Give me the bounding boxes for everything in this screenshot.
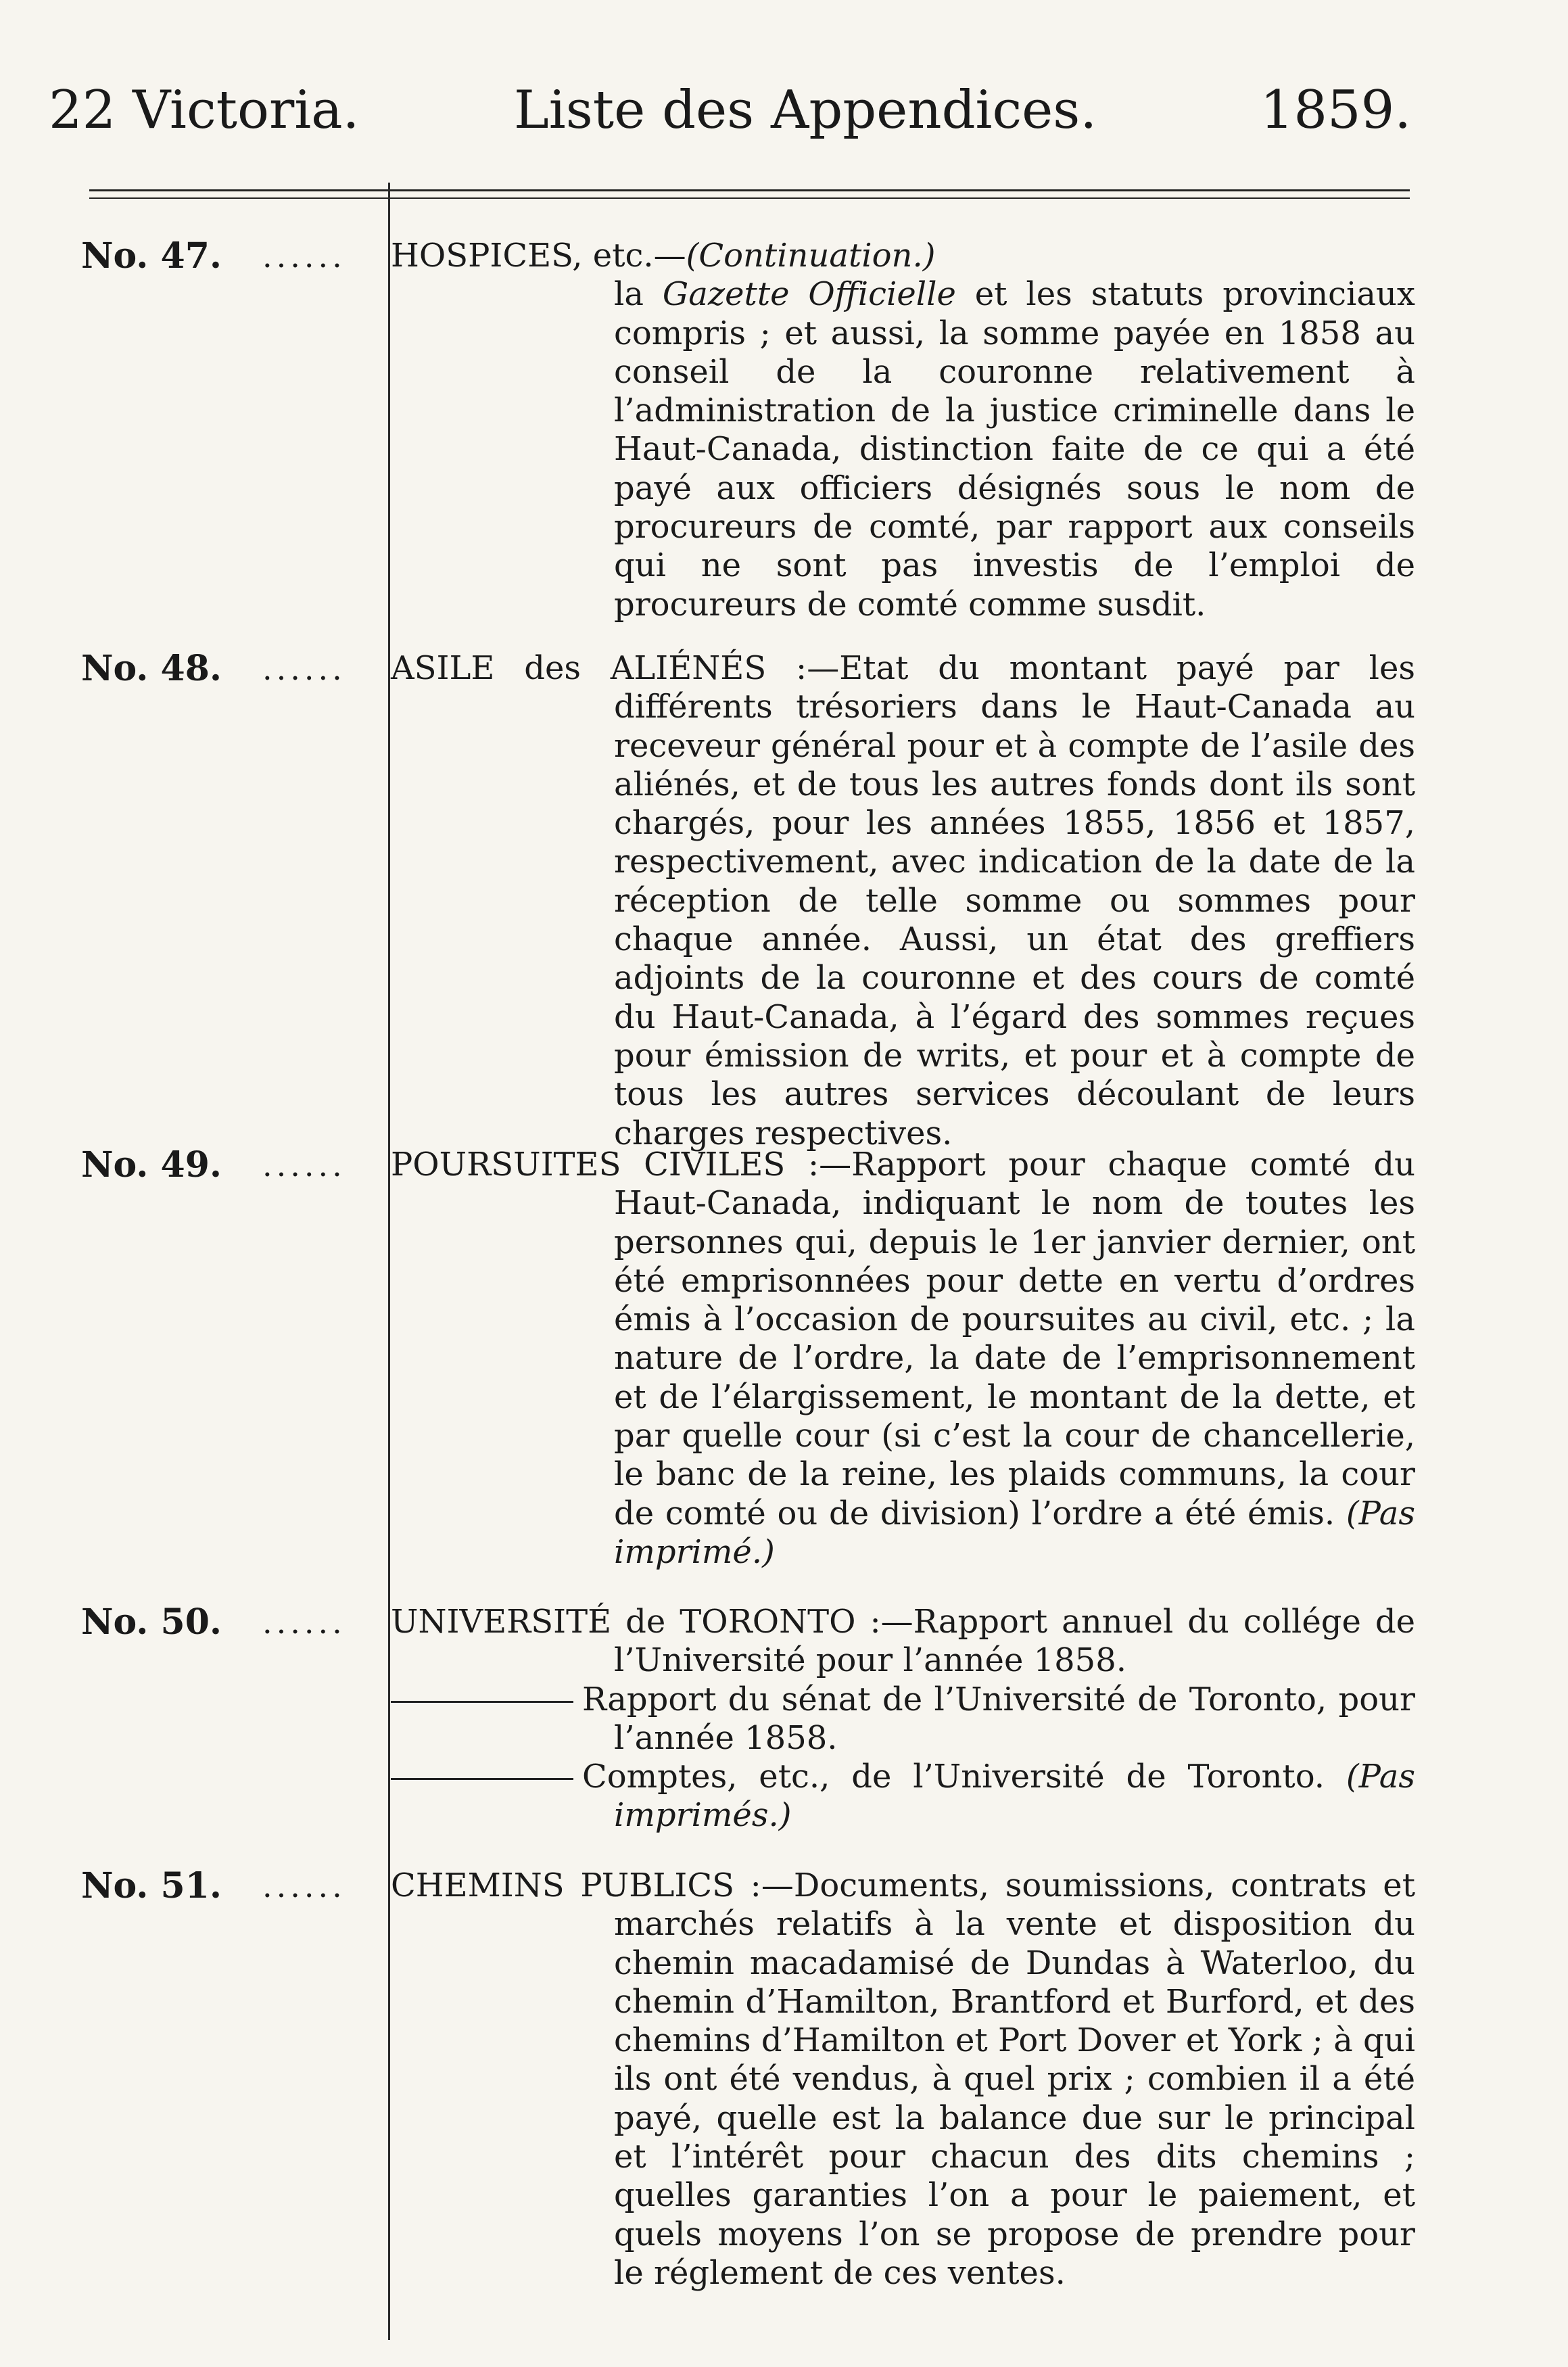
- entry-note: (Pas imprimé.): [614, 1494, 1415, 1571]
- entry-body: [391, 649, 1415, 1153]
- column-divider: [388, 183, 390, 2340]
- sub-item-text-content: Rapport du sénat de l’Université de Toronto, pour l’année 1858.: [582, 1680, 1415, 1757]
- entry-text: Documents, soumissions, contrats et marchés relatifs à la vente et disposition du chemin macadamisé de Dundas à Waterloo, du chemin d’Hamilton, Brantford et Burford, et des chemins d’Hamilton et Port Dover et York ; à qui ils ont été vendus, à quel prix ; combien il a été payé, quelle est la balance due sur le principal et l’intérêt pour chacun des dits chemins ; quelles garanties l’on a pour le paiement, et quels moyens l’on se propose de prendre pour le réglement de ces ventes.: [614, 1867, 1416, 2292]
- entry-body: [391, 1867, 1415, 2293]
- running-head-title: Liste des Appendices.: [514, 80, 1097, 141]
- leader-dots: ......: [262, 1147, 346, 1184]
- leader-dots: ......: [262, 1868, 346, 1904]
- entry-text: Rapport annuel du collége de l’Université pour l’année 1858.: [614, 1603, 1415, 1680]
- entry-sub-item: [391, 1681, 1415, 1758]
- entry-description: [391, 275, 1415, 624]
- entry-sub-item: [391, 1758, 1415, 1835]
- entry-text: Rapport pour chaque comté du Haut-Canada, indiquant le nom de toutes les personnes qui, depuis le 1er janvier dernier, ont été emprisonnées pour dette en vertu d’ordres émis à l’occasion de poursuites au civil, etc. ; la nature de l’ordre, la date de l’emprisonnement et de l’élargissement, le montant de la dette, et par quelle cour (si c’est la cour de chancellerie, le banc de la reine, les plaids communs, la cour de comté ou de division) l’ordre a été émis.: [614, 1146, 1415, 1532]
- sub-item-text-content: Comptes, etc., de l’Université de Toronto.: [582, 1758, 1346, 1796]
- entry-number: No. 49.: [81, 1144, 222, 1186]
- entry-number: No. 47.: [81, 235, 222, 277]
- entry-number: No. 48.: [81, 648, 222, 689]
- ditto-dash: [391, 1778, 573, 1780]
- leader-dots: ......: [262, 1604, 346, 1641]
- entry-description: [391, 649, 1415, 1153]
- header-rule-secondary: [89, 197, 1410, 199]
- running-head-regnal-year: 22 Victoria.: [49, 80, 360, 141]
- entry-body: [391, 237, 1415, 624]
- sub-item-text: [582, 1758, 1415, 1835]
- entry-number: No. 51.: [81, 1865, 222, 1906]
- entry-text-lead: la: [614, 275, 663, 314]
- entry-text: Etat du montant payé par les différents trésoriers dans le Haut-Canada au receveur général pour et à compte de l’asile des aliénés, et de tous les autres fonds dont ils sont chargés, pour les années 1855, 1856 et 1857, respectivement, avec indication de la date de la réception de telle somme ou sommes pour chaque année. Aussi, un état des greffiers adjoints de la couronne et des cours de comté du Haut-Canada, à l’égard des sommes reçues pour émission de writs, et pour et à compte de tous les autres services découlant de leurs charges respectives.: [614, 649, 1415, 1152]
- entry-heading: HOSPICES, etc.—: [391, 237, 686, 275]
- entry-number: No. 50.: [81, 1601, 222, 1643]
- header-rule: [89, 189, 1410, 191]
- sub-item-note: (Pas imprimés.): [614, 1758, 1415, 1835]
- entry-description: [391, 1603, 1415, 1681]
- entry-body: [391, 1603, 1415, 1835]
- sub-item-text: [582, 1681, 1415, 1758]
- entry-heading: CHEMINS PUBLICS :—: [391, 1867, 794, 1904]
- entry-description: [391, 1867, 1415, 2293]
- entry-description: [391, 1146, 1415, 1572]
- entry-heading-line: [391, 237, 1415, 275]
- running-head-year: 1859.: [1260, 80, 1411, 141]
- entry-heading: POURSUITES CIVILES :—: [391, 1146, 852, 1184]
- leader-dots: ......: [262, 651, 346, 687]
- entry-heading: ASILE des ALIÉNÉS :—: [391, 649, 840, 687]
- entry-heading: UNIVERSITÉ de TORONTO :—: [391, 1603, 913, 1641]
- leader-dots: ......: [262, 238, 346, 275]
- entry-body: [391, 1146, 1415, 1572]
- entry-text: et les statuts provinciaux compris ; et aussi, la somme payée en 1858 au conseil de la couronne relativement à l’administration de la justice criminelle dans le Haut-Canada, distinction faite de ce qui a été payé aux officiers désignés sous le nom de procureurs de comté, par rapport aux conseils qui ne sont pas investis de l’emploi de procureurs de comté comme susdit.: [614, 275, 1415, 624]
- entry-text-italic: Gazette Officielle: [662, 275, 956, 314]
- entry-heading-note: (Continuation.): [686, 237, 936, 275]
- ditto-dash: [391, 1701, 573, 1703]
